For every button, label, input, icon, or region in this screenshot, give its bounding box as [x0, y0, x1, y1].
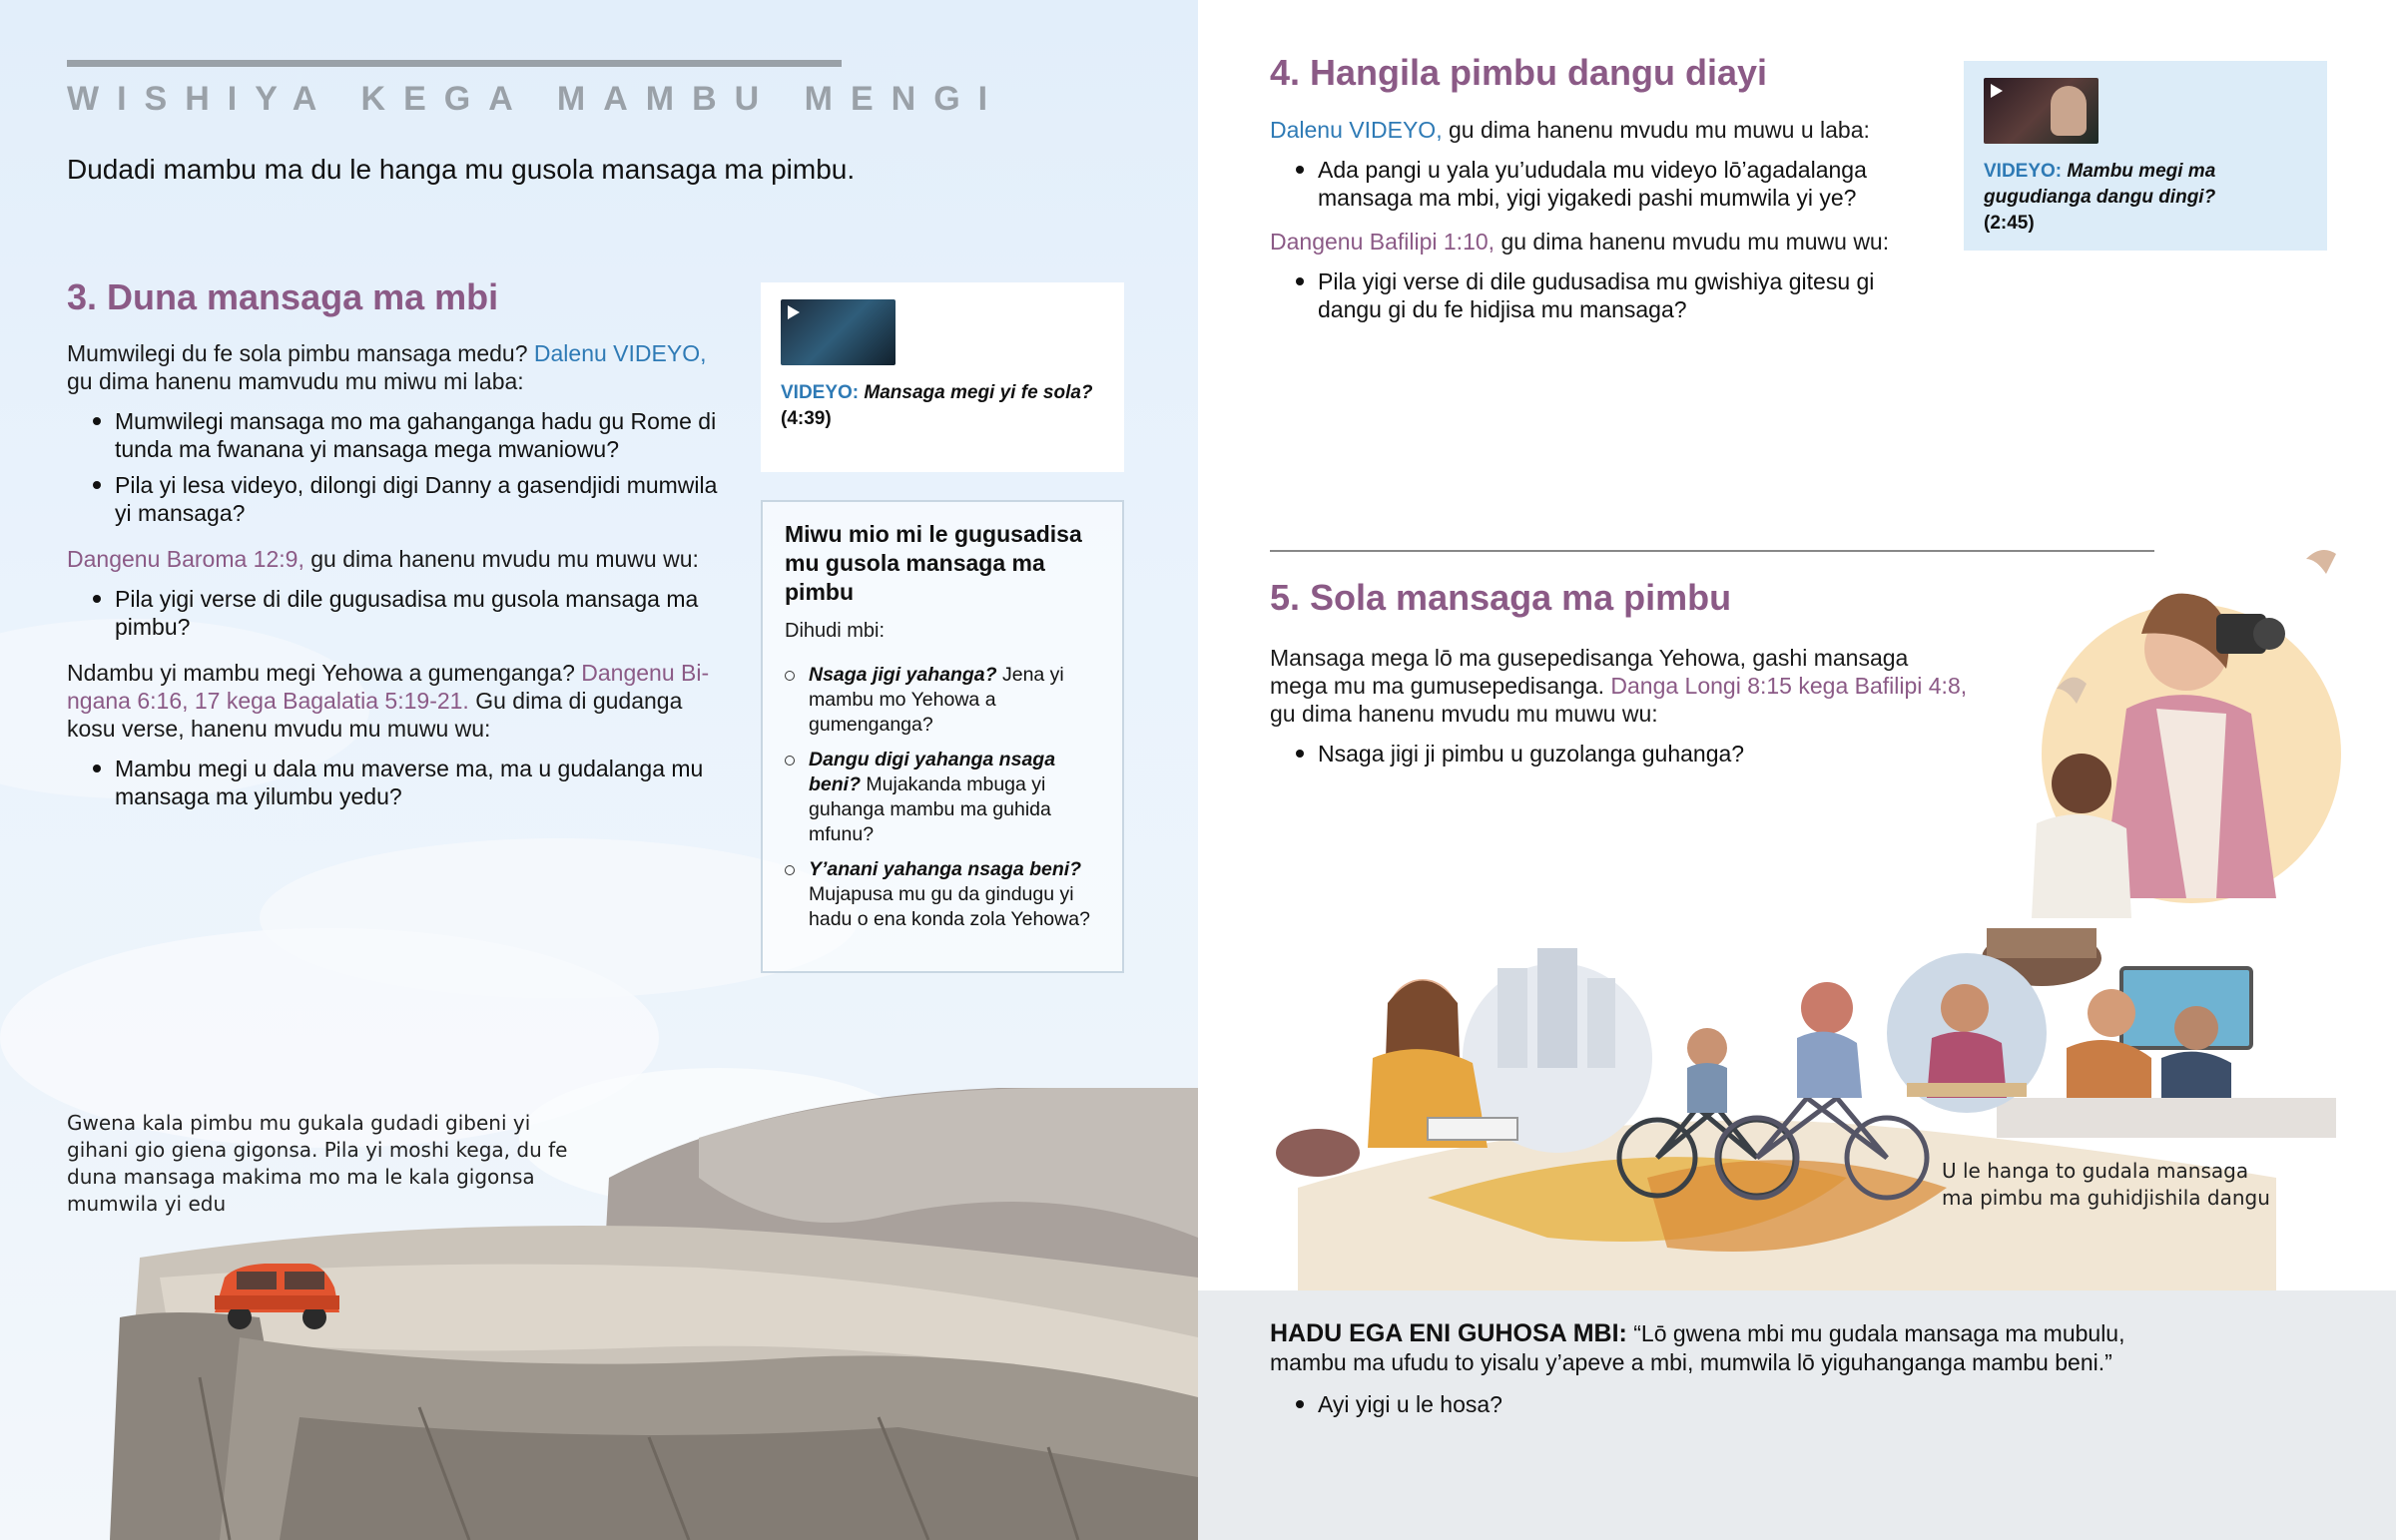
box-answer: Mujakanda mbuga yi guhanga mambu ma guhida mfunu?: [809, 773, 1051, 845]
list-item: Ada pangi u yala yu’ududala mu videyo lō’agadalanga mansaga ma mbi, yigi yigakedi pashi mumwila yi ye?: [1270, 156, 1929, 212]
question-list: [67, 755, 726, 810]
question-list: [1270, 267, 1929, 323]
text-span: Mumwilegi du fe sola pimbu mansaga medu?: [67, 340, 534, 366]
illustration-caption: Gwena kala pimbu mu gukala gudadi gibeni yi gihani gio giena gigonsa. Pila yi moshi kega, du fe duna mansaga makima mo ma le kala gigonsa mumwila yi edu: [67, 1111, 568, 1216]
box-answer: Mujapusa mu gu da gindugu yi hadu o ena konda zola Yehowa?: [809, 883, 1090, 930]
list-item: [785, 663, 1100, 738]
helmet-icon: [1801, 982, 1853, 1034]
text-span: gu dima hanenu mamvudu mu miwu mi laba:: [67, 368, 524, 394]
list-item: [785, 857, 1100, 932]
question-list: [67, 585, 726, 641]
text-span: Mansaga mega lō ma gusepedisanga Yehowa, gashi mansaga mega mu ma gumusepedisanga.: [1270, 645, 1909, 699]
list-item: Mambu megi u dala mu maverse ma, ma u gudalanga mu mansaga ma yilumbu yedu?: [67, 755, 726, 810]
video-caption: [1984, 159, 2313, 237]
discussion-list: [1270, 1390, 2168, 1426]
section-3-body: [67, 339, 726, 818]
illustration-caption: U le hanga to gudala mansaga ma pimbu ma guhidjishila dangu: [1942, 1159, 2270, 1210]
discussion-quote: [1270, 1319, 2188, 1377]
question-list: [1270, 156, 1929, 212]
text-span: gu dima hanenu mvudu mu muwu u laba:: [1442, 117, 1870, 143]
section-kicker: WISHIYA KEGA MAMBU MENGI: [67, 80, 1006, 118]
list-item: Ayi yigi u le hosa?: [1270, 1390, 2168, 1418]
section-3-paragraph-1: [67, 339, 726, 395]
box-title: Miwu mio mi le gugusadisa mu gusola mansaga ma pimbu: [785, 521, 1082, 605]
section-3-paragraph-2: [67, 545, 726, 573]
questions-box: [761, 500, 1124, 973]
list-item: Pila yigi verse di dile gudusadisa mu gwishiya gitesu gi dangu gi du fe hidjisa mu mansaga?: [1270, 267, 1929, 323]
right-page: [1198, 0, 2396, 1540]
video-card-1[interactable]: [761, 282, 1124, 472]
play-icon[interactable]: [1991, 84, 2003, 98]
video-link[interactable]: Dalenu VIDEYO,: [533, 340, 707, 366]
text-span: gu dima hanenu mvudu mu muwu wu:: [1270, 701, 1658, 727]
header-rule: [67, 60, 842, 67]
bird-icon: [2306, 550, 2336, 574]
list-item: Pila yigi verse di dile gugusadisa mu gusola mansaga ma pimbu?: [67, 585, 726, 641]
discussion-band: [1198, 1290, 2396, 1540]
box-subtitle: Dihudi mbi:: [785, 620, 886, 642]
section-4-paragraph-2: [1270, 228, 1929, 256]
box-question: Nsaga jigi yahanga?: [809, 664, 997, 686]
box-question: Dangu digi yahanga nsaga beni?: [809, 749, 1056, 795]
gaming-icon: [1997, 968, 2336, 1138]
video-duration: (2:45): [1984, 213, 2035, 234]
video-caption: [781, 380, 1110, 432]
list-item: [785, 748, 1100, 847]
section-3-title: 3. Duna mansaga ma mbi: [67, 276, 499, 317]
video-thumbnail[interactable]: [1984, 78, 2098, 144]
video-label: VIDEYO:: [781, 382, 860, 403]
section-4-body: [1270, 116, 1929, 331]
video-title: Mansaga megi yi fe sola?: [864, 382, 1093, 403]
video-card-2[interactable]: [1964, 61, 2327, 251]
scripture-link[interactable]: Dangenu Bafilipi 1:10,: [1270, 229, 1496, 255]
scripture-link[interactable]: Danga Longi 8:15 kega Bafilipi 4:8,: [1610, 673, 1968, 699]
list-item: Nsaga jigi ji pimbu u guzolanga guhanga?: [1270, 740, 1969, 768]
face-icon: [2051, 86, 2087, 136]
section-4-paragraph-1: [1270, 116, 1929, 144]
section-3-paragraph-3: [67, 659, 726, 743]
text-span: gu dima hanenu mvudu mu muwu wu:: [1495, 229, 1890, 255]
list-item: Mumwilegi mansaga mo ma gahanganga hadu gu Rome di tunda ma fwanana yi mansaga mega mwaniowu?: [67, 407, 726, 463]
section-5-title: 5. Sola mansaga ma pimbu: [1270, 577, 1732, 618]
scripture-link[interactable]: Dangenu Bi-ngana 6:16, 17 kega Bagalatia 5:19-21.: [67, 660, 710, 714]
discussion-text: “Lō gwena mbi mu gudala mansaga ma mubulu, mambu ma ufudu to yisalu y’apeve a mbi, mumwila lō yiguhanganga mambu beni.”: [1270, 1320, 2125, 1375]
text-span: Gu dima di gudanga kosu verse, hanenu mvudu mu muwu wu:: [67, 688, 683, 742]
box-question: Y’anani yahanga nsaga beni?: [809, 858, 1082, 880]
drummer-icon: [1982, 754, 2131, 986]
video-duration: (4:39): [781, 408, 832, 429]
scripture-link[interactable]: Dangenu Baroma 12:9,: [67, 546, 304, 572]
video-title: Mambu megi ma gugudianga dangu dingi?: [1984, 161, 2216, 208]
box-list: [785, 663, 1100, 932]
discussion-lead: HADU EGA ENI GUHOSA MBI:: [1270, 1319, 1627, 1347]
play-icon[interactable]: [788, 305, 800, 319]
text-span: gu dima hanenu mvudu mu muwu wu:: [303, 546, 699, 572]
section-4-title: 4. Hangila pimbu dangu diayi: [1270, 52, 1768, 93]
intro-text: Dudadi mambu ma du le hanga mu gusola mansaga ma pimbu.: [67, 154, 856, 185]
question-list: [67, 407, 726, 527]
list-item: Pila yi lesa videyo, dilongi digi Danny a gasendjidi mumwila yi mansaga?: [67, 471, 726, 527]
video-label: VIDEYO:: [1984, 161, 2063, 182]
video-link[interactable]: Dalenu VIDEYO,: [1270, 117, 1443, 143]
box-answer: Jena yi mambu mo Yehowa a gumenganga?: [809, 664, 1064, 736]
text-span: Ndambu yi mambu megi Yehowa a gumenganga?: [67, 660, 582, 686]
cyclist-head-icon: [1687, 1028, 1727, 1068]
video-thumbnail[interactable]: [781, 299, 896, 365]
